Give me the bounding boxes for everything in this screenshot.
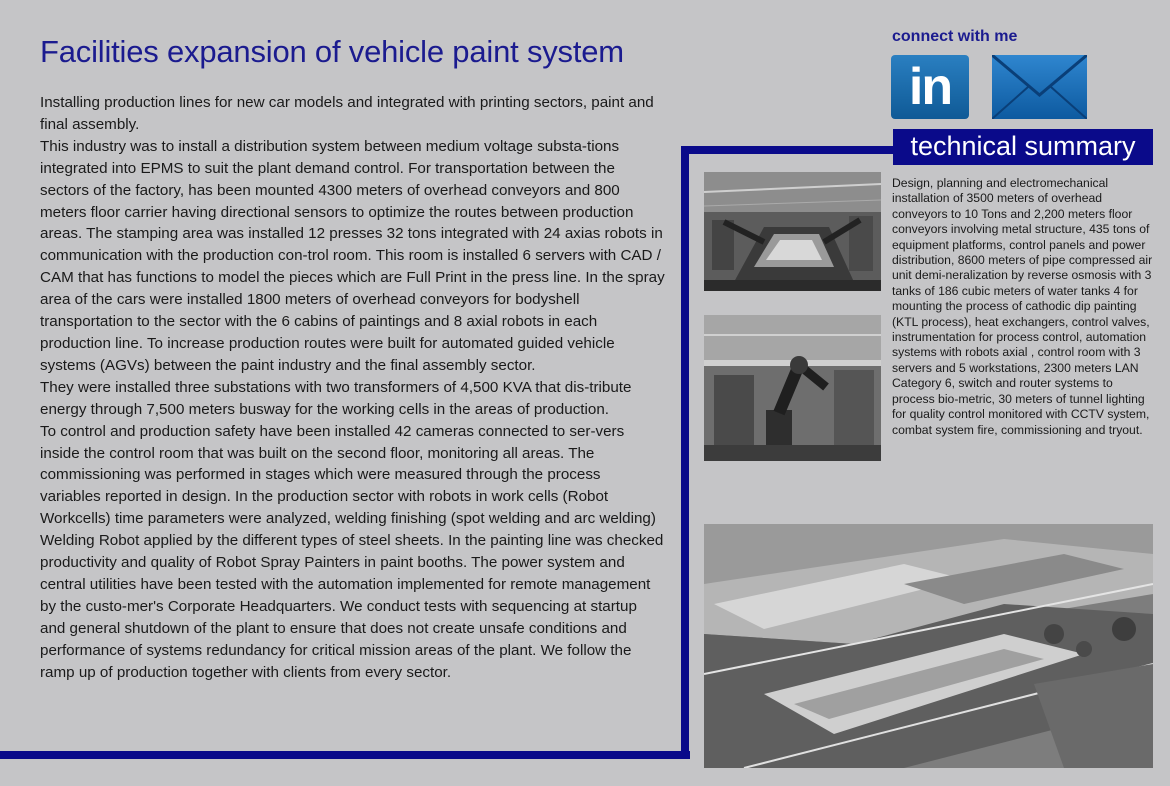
connect-label: connect with me bbox=[892, 28, 1018, 45]
technical-summary-text: Design, planning and electromechanical installation of 3500 meters of overhead conveyors to 10 Tons and 2,200 meters floor conveyors involving metal structure, 435 tons of equipment platforms, control panels and power distribution, 8600 meters of pipe compressed air unit demi-neralization by reverse osmosis with 3 tanks of 186 cubic meters of water tanks 4 for mounting the process of cathodic dip painting (KTL process), heat exchangers, control valves, instrumentation for process control, automation systems with robots axial , control room with 3 servers and 5 workstations, 2300 meters LAN Category 6, switch and router systems to process bio-metric, 30 meters of tunnel lighting for quality control monitored with CCTV system, combat system fire, commissioning and tryout. bbox=[892, 176, 1153, 437]
article-paragraph: This industry was to install a distribution system between medium voltage substa-tions integrated into EPMS to suit the plant demand control. For transportation between the sectors of the factory, has been mounted 4300 meters of overhead conveyors and 800 meters floor carrier having directional sensors to optimize the routes between production areas. The stamping area was installed 12 presses 32 tons integrated with 24 axias robots in communication with the production con-trol room. This room is installed 6 servers with CAD / CAM that has functions to model the pieces which are Full Print in the press line. In the spray area of the cars were installed 1800 meters of overhead conveyors for bodyshell transportation to the sector with the 6 cabins of paintings and 8 axial robots in each production line. To increase production routes were built for automated guided vehicle systems (AGVs) between the paint industry and the final assembly sector. bbox=[40, 137, 665, 374]
article-paragraph: Installing production lines for new car models and integrated with printing sectors, paint and final assembly. bbox=[40, 94, 654, 133]
article-paragraph: To control and production safety have been installed 42 cameras connected to ser-vers inside the control room that was built on the second floor, monitoring all areas. The commissioning was performed in stages which were measured through the process variables reported in design. In the production sector with robots in work cells (Robot Workcells) time parameters were analyzed, welding finishing (spot welding and arc welding) Welding Robot applied by the different types of steel sheets. In the painting line was checked productivity and quality of Robot Spray Painters in paint booths. The power system and central utilities have been tested with the automation implemented for remote management by the custo-mer's Corporate Headquarters. We conduct tests with sequencing at startup and general shutdown of the plant to ensure that does not create unsafe conditions and performance of systems redundancy for critical mission areas of the plant. We follow the ramp up of production together with clients from every sector. bbox=[40, 422, 664, 681]
photo-robot-workcell bbox=[704, 315, 881, 461]
frame-line-top bbox=[681, 146, 893, 154]
page-title: Facilities expansion of vehicle paint system bbox=[40, 34, 624, 69]
linkedin-icon[interactable]: in bbox=[891, 55, 969, 119]
envelope-graphic bbox=[992, 55, 1087, 119]
mail-envelope-icon[interactable] bbox=[992, 55, 1087, 119]
frame-line-vertical bbox=[681, 146, 689, 759]
technical-summary-heading: technical summary bbox=[893, 129, 1153, 165]
photo-robot-assembly-line bbox=[704, 172, 881, 291]
photo-plant-aerial-view bbox=[704, 524, 1153, 768]
main-article bbox=[40, 92, 665, 683]
article-paragraph: They were installed three substations with two transformers of 4,500 KVA that dis-tribute energy through 7,500 meters busway for the working cells in the areas of production. bbox=[40, 378, 632, 418]
frame-line-bottom bbox=[0, 751, 690, 759]
